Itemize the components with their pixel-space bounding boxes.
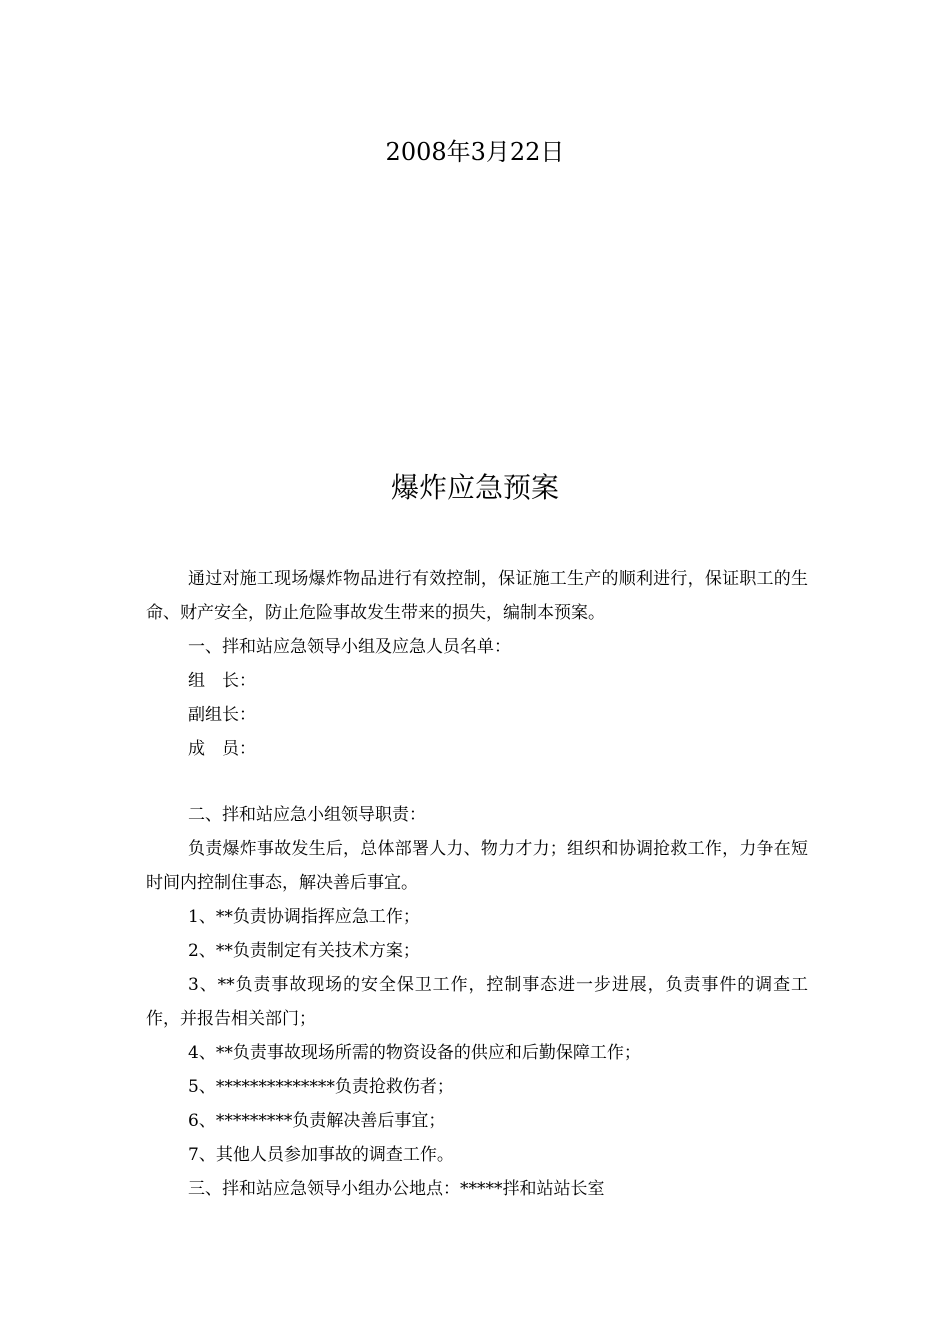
document-title: 爆炸应急预案	[390, 471, 559, 504]
duty-item-4: 4、**负责事故现场所需的物资设备的供应和后勤保障工作；	[188, 1043, 641, 1063]
deputy-line: 副组长：	[188, 705, 256, 725]
document-date: 2008年3月22日	[385, 138, 565, 166]
duty-item-6: 6、*********负责解决善后事宜；	[188, 1111, 446, 1131]
section1-heading: 一、拌和站应急领导小组及应急人员名单：	[188, 637, 511, 657]
duty-item-5: 5、**************负责抢救伤者；	[188, 1077, 454, 1097]
section-spacer	[146, 766, 808, 798]
section2-heading: 二、拌和站应急小组领导职责：	[188, 805, 426, 825]
document-body	[146, 562, 808, 1206]
duty-item-2: 2、**负责制定有关技术方案；	[188, 941, 420, 961]
duty-item-7: 7、其他人员参加事故的调查工作。	[188, 1145, 454, 1165]
leader-line: 组 长：	[188, 671, 256, 691]
section2-duty: 负责爆炸事故发生后，总体部署人力、物力才力；组织和协调抢救工作，力争在短时间内控制住事态，解决善后事宜。	[146, 839, 808, 893]
section3-heading: 三、拌和站应急领导小组办公地点：*****拌和站站长室	[188, 1179, 605, 1199]
members-line: 成 员：	[188, 739, 256, 759]
duty-item-3: 3、**负责事故现场的安全保卫工作，控制事态进一步进展，负责事件的调查工作，并报告相关部门；	[146, 975, 808, 1029]
duty-item-1: 1、**负责协调指挥应急工作；	[188, 907, 420, 927]
intro-paragraph: 通过对施工现场爆炸物品进行有效控制，保证施工生产的顺利进行，保证职工的生命、财产安全，防止危险事故发生带来的损失，编制本预案。	[146, 569, 808, 623]
